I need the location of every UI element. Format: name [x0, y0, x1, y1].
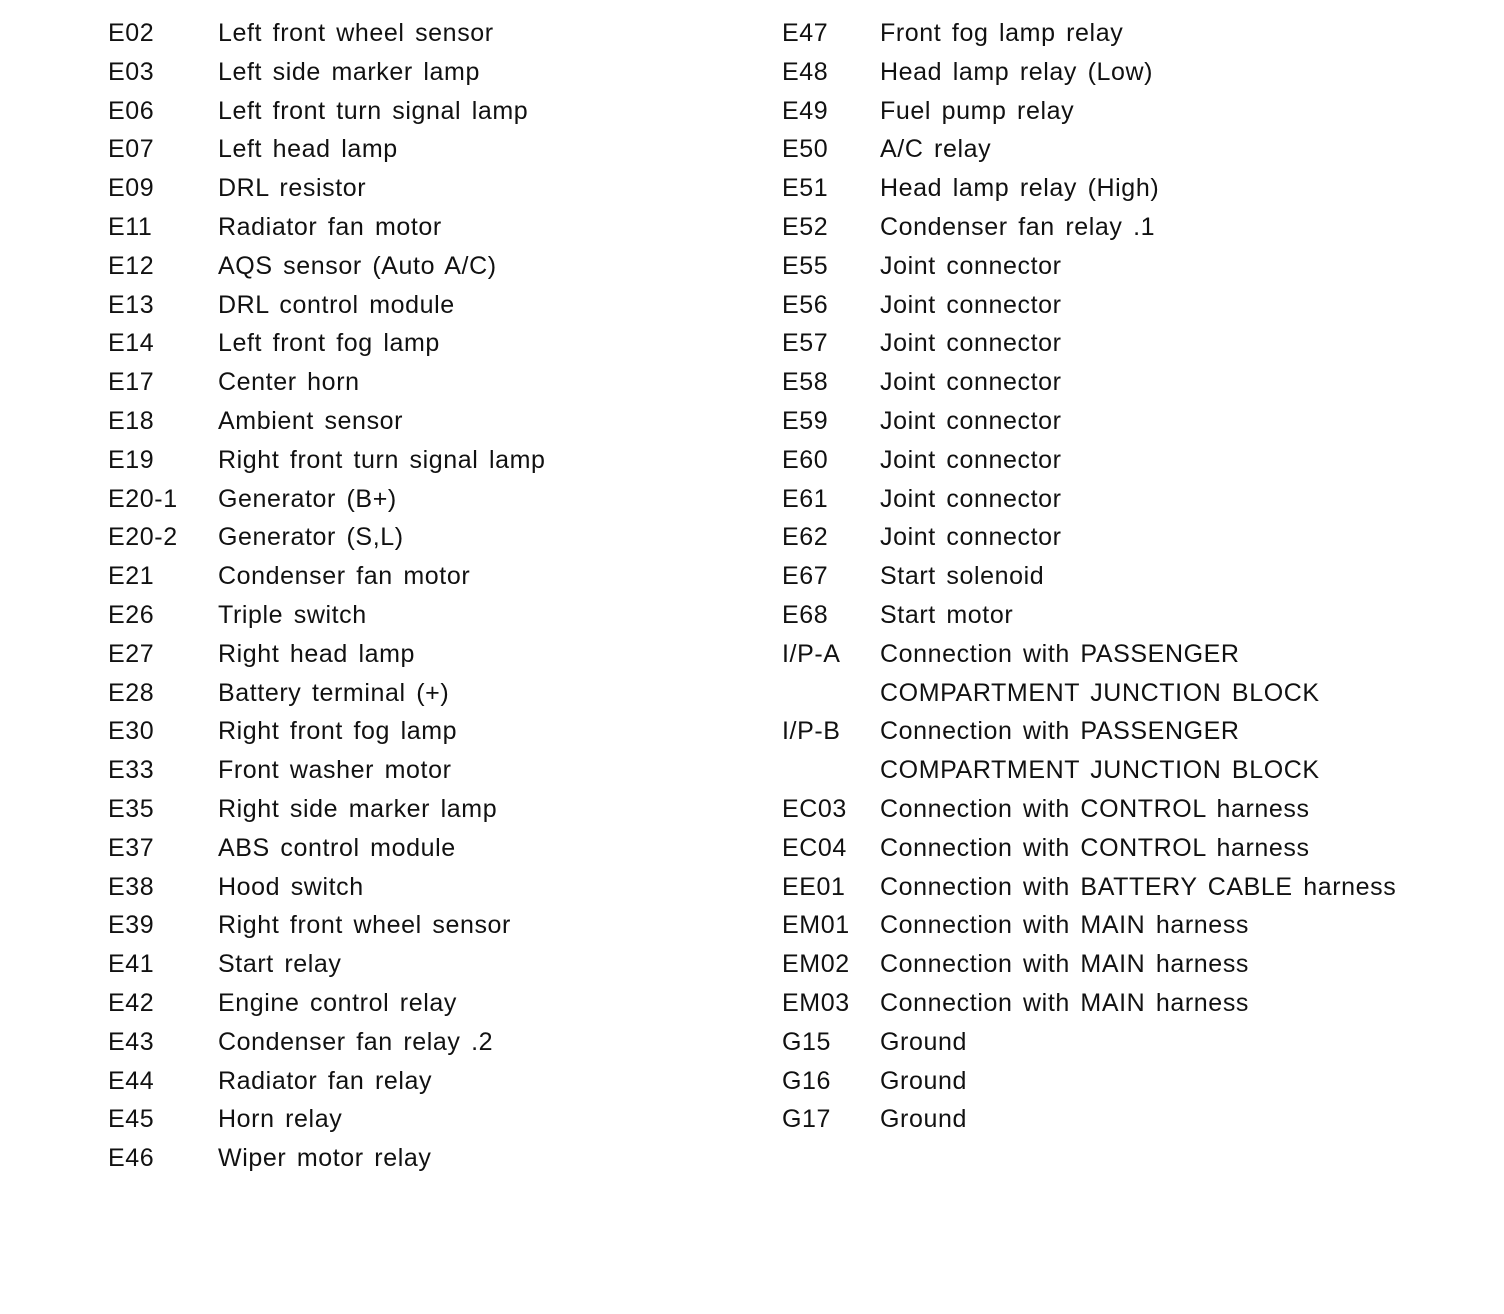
connector-description: DRL control module	[218, 290, 455, 319]
list-item	[108, 518, 546, 557]
connector-code: E07	[108, 135, 155, 164]
connector-description: Left front turn signal lamp	[218, 96, 529, 125]
list-item	[782, 712, 1396, 751]
connector-description: Joint connector	[880, 329, 1062, 358]
connector-code: E46	[108, 1144, 155, 1173]
list-item	[782, 247, 1396, 286]
connector-description: Connection with PASSENGER	[880, 717, 1240, 746]
list-item	[108, 324, 546, 363]
list-item	[782, 984, 1396, 1023]
connector-description: Generator (B+)	[218, 484, 397, 513]
list-item	[108, 441, 546, 480]
connector-description: Connection with MAIN harness	[880, 950, 1250, 979]
list-item	[782, 14, 1396, 53]
list-item	[108, 829, 546, 868]
connector-code: E12	[108, 251, 155, 280]
connector-description: Joint connector	[880, 406, 1062, 435]
connector-code: E47	[782, 19, 829, 47]
list-item	[108, 1100, 546, 1139]
connector-code: E58	[782, 368, 829, 397]
connector-description: Left side marker lamp	[218, 57, 480, 86]
list-item	[782, 402, 1396, 441]
connector-code: E39	[108, 911, 155, 940]
connector-description: Head lamp relay (High)	[880, 174, 1160, 203]
connector-description: Left head lamp	[218, 135, 398, 164]
list-item	[108, 53, 546, 92]
connector-description: Condenser fan relay .2	[218, 1027, 494, 1056]
list-item	[108, 1139, 546, 1178]
list-item	[108, 751, 546, 790]
connector-code: E09	[108, 174, 155, 203]
list-item	[782, 480, 1396, 519]
list-item	[782, 208, 1396, 247]
list-item	[782, 1062, 1396, 1101]
list-item	[782, 557, 1396, 596]
connector-code: E30	[108, 717, 155, 746]
connector-description: Start solenoid	[880, 562, 1045, 591]
list-item	[782, 1100, 1396, 1139]
connector-code: E03	[108, 57, 155, 86]
connector-description: Radiator fan relay	[218, 1066, 433, 1095]
connector-code: E49	[782, 96, 829, 125]
list-item	[108, 363, 546, 402]
connector-description: Head lamp relay (Low)	[880, 57, 1154, 86]
connector-description: ABS control module	[218, 833, 456, 862]
list-item	[108, 868, 546, 907]
connector-code: E35	[108, 794, 155, 823]
connector-description: Ground	[880, 1066, 967, 1095]
connector-code: E68	[782, 600, 829, 629]
connector-description: Ambient sensor	[218, 406, 404, 435]
list-item	[108, 92, 546, 131]
connector-description: Connection with CONTROL harness	[880, 794, 1310, 823]
connector-description: Center horn	[218, 368, 360, 397]
list-item	[782, 1023, 1396, 1062]
list-item	[108, 635, 546, 674]
list-item	[108, 712, 546, 751]
connector-code: EC04	[782, 833, 847, 862]
connector-description: Joint connector	[880, 368, 1062, 397]
connector-code: E19	[108, 445, 155, 474]
connector-description: DRL resistor	[218, 174, 367, 203]
list-item	[108, 1062, 546, 1101]
connector-description: Joint connector	[880, 290, 1062, 319]
connector-code: E20-2	[108, 523, 178, 552]
connector-description: Front fog lamp relay	[880, 19, 1124, 47]
connector-code	[782, 751, 880, 790]
list-item	[782, 868, 1396, 907]
list-item	[108, 984, 546, 1023]
connector-code: E14	[108, 329, 155, 358]
list-item	[108, 247, 546, 286]
list-item	[108, 169, 546, 208]
list-item	[782, 518, 1396, 557]
list-item	[108, 208, 546, 247]
connector-description: Right side marker lamp	[218, 794, 498, 823]
connector-description: Front washer motor	[218, 756, 452, 785]
connector-code: E52	[782, 212, 829, 241]
connector-description: Connection with CONTROL harness	[880, 833, 1310, 862]
connector-code: E26	[108, 600, 155, 629]
connector-code: E13	[108, 290, 155, 319]
connector-description: COMPARTMENT JUNCTION BLOCK	[880, 678, 1320, 707]
connector-description: Battery terminal (+)	[218, 678, 450, 707]
connector-description: Ground	[880, 1027, 967, 1056]
list-item	[108, 906, 546, 945]
connector-description: Connection with PASSENGER	[880, 639, 1240, 668]
connector-code: EC03	[782, 794, 847, 823]
list-item	[782, 92, 1396, 131]
list-item	[782, 945, 1396, 984]
connector-code: E45	[108, 1105, 155, 1134]
connector-description: Right head lamp	[218, 639, 416, 668]
connector-code: E02	[108, 19, 155, 47]
connector-description: Connection with MAIN harness	[880, 911, 1250, 940]
list-item	[108, 557, 546, 596]
connector-code: E17	[108, 368, 155, 397]
list-item-continuation	[782, 751, 1396, 790]
connector-code: E41	[108, 950, 155, 979]
list-item	[782, 324, 1396, 363]
connector-description: Wiper motor relay	[218, 1144, 432, 1173]
connector-code: E37	[108, 833, 155, 862]
connector-description: A/C relay	[880, 135, 992, 164]
connector-code: EM01	[782, 911, 850, 940]
list-item	[108, 402, 546, 441]
connector-code: E51	[782, 174, 829, 203]
list-item	[782, 286, 1396, 325]
connector-description: Triple switch	[218, 600, 367, 629]
list-item-continuation	[782, 674, 1396, 713]
connector-description: COMPARTMENT JUNCTION BLOCK	[880, 756, 1320, 785]
list-item	[108, 674, 546, 713]
list-item	[108, 945, 546, 984]
list-item	[108, 480, 546, 519]
connector-description: Fuel pump relay	[880, 96, 1075, 125]
connector-description: Ground	[880, 1105, 967, 1134]
connector-code: E27	[108, 639, 155, 668]
connector-code: G16	[782, 1066, 832, 1095]
connector-code: E21	[108, 562, 155, 591]
connector-description: AQS sensor (Auto A/C)	[218, 251, 497, 280]
connector-code: E33	[108, 756, 155, 785]
connector-code: E43	[108, 1027, 155, 1056]
connector-description: Joint connector	[880, 523, 1062, 552]
connector-code: E50	[782, 135, 829, 164]
connector-code: I/P-B	[782, 717, 841, 746]
list-item	[108, 14, 546, 53]
connector-description: Right front turn signal lamp	[218, 445, 546, 474]
connector-code	[782, 674, 880, 713]
connector-code: I/P-A	[782, 639, 841, 668]
connector-description: Start motor	[880, 600, 1014, 629]
connector-description: Hood switch	[218, 872, 364, 901]
list-item	[782, 130, 1396, 169]
connector-code: G15	[782, 1027, 832, 1056]
connector-description: Right front wheel sensor	[218, 911, 511, 940]
list-item	[782, 829, 1396, 868]
connector-code: E67	[782, 562, 829, 591]
connector-code: E42	[108, 988, 155, 1017]
connector-code: E20-1	[108, 484, 178, 513]
list-item	[108, 130, 546, 169]
connector-code: E44	[108, 1066, 155, 1095]
list-item	[782, 53, 1396, 92]
connector-code: EM02	[782, 950, 850, 979]
connector-description: Start relay	[218, 950, 342, 979]
left-connector-list	[108, 14, 546, 1178]
connector-description: Connection with BATTERY CABLE harness	[880, 872, 1397, 901]
list-item	[782, 169, 1396, 208]
connector-code: EE01	[782, 872, 846, 901]
connector-code: E28	[108, 678, 155, 707]
list-item	[108, 790, 546, 829]
connector-description: Joint connector	[880, 251, 1062, 280]
connector-description: Condenser fan relay .1	[880, 212, 1156, 241]
connector-description: Engine control relay	[218, 988, 457, 1017]
connector-description: Horn relay	[218, 1105, 343, 1134]
connector-code: EM03	[782, 988, 850, 1017]
list-item	[782, 790, 1396, 829]
list-item	[108, 596, 546, 635]
list-item	[782, 363, 1396, 402]
connector-code: E55	[782, 251, 829, 280]
connector-code: E59	[782, 406, 829, 435]
connector-code: E48	[782, 57, 829, 86]
connector-code: E61	[782, 484, 829, 513]
connector-description: Left front wheel sensor	[218, 19, 494, 47]
right-connector-list	[782, 14, 1396, 1139]
connector-description: Joint connector	[880, 445, 1062, 474]
connector-code: E57	[782, 329, 829, 358]
connector-code: E56	[782, 290, 829, 319]
connector-description: Generator (S,L)	[218, 523, 404, 552]
connector-description: Joint connector	[880, 484, 1062, 513]
connector-description: Connection with MAIN harness	[880, 988, 1250, 1017]
list-item	[782, 596, 1396, 635]
list-item	[782, 906, 1396, 945]
connector-code: G17	[782, 1105, 832, 1134]
list-item	[108, 286, 546, 325]
list-item	[108, 1023, 546, 1062]
connector-description: Condenser fan motor	[218, 562, 471, 591]
list-item	[782, 441, 1396, 480]
connector-description: Radiator fan motor	[218, 212, 442, 241]
connector-description: Left front fog lamp	[218, 329, 440, 358]
connector-code: E38	[108, 872, 155, 901]
connector-code: E18	[108, 406, 155, 435]
connector-code: E06	[108, 96, 155, 125]
connector-code: E11	[108, 212, 153, 241]
connector-description: Right front fog lamp	[218, 717, 458, 746]
connector-code: E62	[782, 523, 829, 552]
list-item	[782, 635, 1396, 674]
connector-code: E60	[782, 445, 829, 474]
